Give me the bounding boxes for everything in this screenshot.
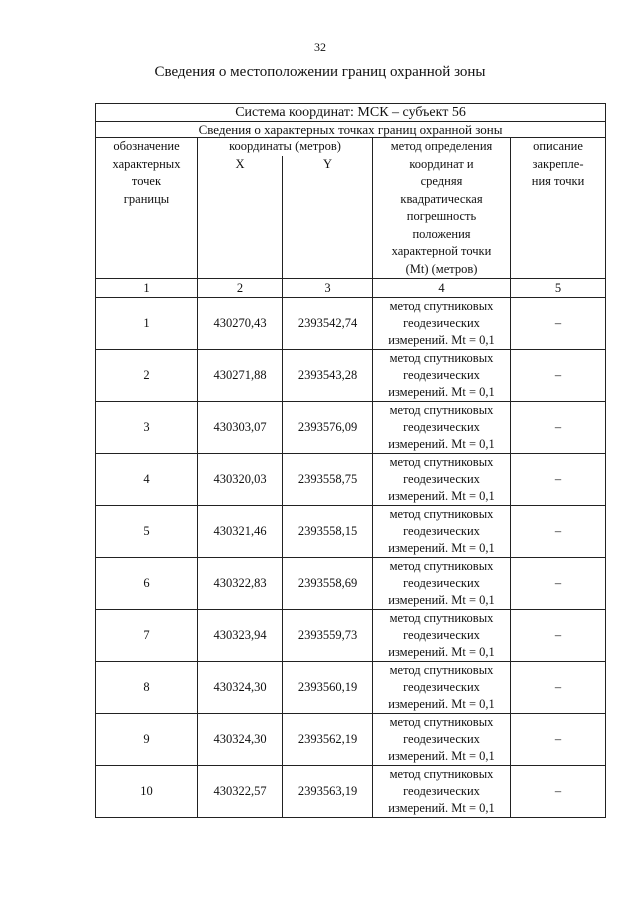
point-number-cell: 10: [96, 766, 198, 818]
coordinate-system-row: [96, 104, 606, 122]
method-line: метод спутниковых: [389, 403, 494, 417]
method-line: геодезических: [403, 576, 480, 590]
header-point-designation: [96, 138, 198, 279]
description-cell: –: [511, 610, 606, 662]
method-line: геодезических: [403, 680, 480, 694]
method-line: измерений. Mt = 0,1: [388, 801, 495, 815]
method-line: измерений. Mt = 0,1: [388, 385, 495, 399]
y-coordinate-cell: 2393559,73: [283, 610, 373, 662]
header-method: [373, 138, 511, 279]
description-cell: –: [511, 506, 606, 558]
method-cell: [373, 350, 511, 402]
method-cell: [373, 402, 511, 454]
table-row: [96, 610, 606, 662]
method-cell: [373, 558, 511, 610]
method-line: метод спутниковых: [389, 507, 494, 521]
header-description: [511, 138, 606, 279]
header-line: обозначение: [113, 139, 180, 153]
point-number-cell: 2: [96, 350, 198, 402]
coordinate-system-cell: Система координат: МСК – субъект 56: [96, 104, 606, 122]
method-line: метод спутниковых: [389, 767, 494, 781]
method-line: метод спутниковых: [389, 663, 494, 677]
description-cell: –: [511, 298, 606, 350]
point-number-cell: 7: [96, 610, 198, 662]
table-row: [96, 454, 606, 506]
y-coordinate-cell: 2393560,19: [283, 662, 373, 714]
header-line: точек: [131, 174, 162, 188]
column-number: 2: [198, 279, 283, 298]
header-line: закрепле-: [532, 156, 584, 171]
header-line: характерной точки: [391, 244, 492, 258]
method-cell: [373, 714, 511, 766]
column-numbers-row: [96, 279, 606, 298]
x-coordinate-cell: 430320,03: [198, 454, 283, 506]
method-line: метод спутниковых: [389, 455, 494, 469]
document-title: Сведения о местоположении границ охранной зоны: [154, 64, 486, 80]
section-title-cell: Сведения о характерных точках границ охранной зоны: [96, 122, 606, 138]
method-line: геодезических: [403, 420, 480, 434]
x-coordinate-cell: 430322,83: [198, 558, 283, 610]
method-cell: [373, 610, 511, 662]
y-coordinate-cell: 2393558,69: [283, 558, 373, 610]
x-coordinate-cell: 430270,43: [198, 298, 283, 350]
point-number-cell: 1: [96, 298, 198, 350]
method-line: измерений. Mt = 0,1: [388, 697, 495, 711]
method-cell: [373, 662, 511, 714]
column-number: 1: [96, 279, 198, 298]
method-line: измерений. Mt = 0,1: [388, 333, 495, 347]
point-number-cell: 8: [96, 662, 198, 714]
method-line: геодезических: [403, 472, 480, 486]
column-number: 4: [373, 279, 511, 298]
description-cell: –: [511, 454, 606, 506]
section-title-row: [96, 122, 606, 138]
page-number: 32: [314, 40, 326, 54]
method-line: метод спутниковых: [389, 611, 494, 625]
method-line: геодезических: [403, 628, 480, 642]
header-coordinates: координаты (метров): [198, 138, 373, 157]
x-coordinate-cell: 430323,94: [198, 610, 283, 662]
table-row: [96, 298, 606, 350]
x-coordinate-cell: 430324,30: [198, 714, 283, 766]
description-cell: –: [511, 766, 606, 818]
header-line: квадратическая: [400, 191, 483, 206]
method-line: измерений. Mt = 0,1: [388, 437, 495, 451]
y-coordinate-cell: 2393576,09: [283, 402, 373, 454]
method-line: измерений. Mt = 0,1: [388, 489, 495, 503]
description-cell: –: [511, 662, 606, 714]
header-line: ния точки: [531, 174, 585, 188]
header-line: метод определения: [390, 139, 493, 153]
header-line: описание: [533, 139, 583, 153]
point-number-cell: 4: [96, 454, 198, 506]
description-cell: –: [511, 402, 606, 454]
column-number: 3: [283, 279, 373, 298]
method-line: метод спутниковых: [389, 299, 494, 313]
method-line: метод спутниковых: [389, 715, 494, 729]
method-line: метод спутниковых: [389, 559, 494, 573]
y-coordinate-cell: 2393558,75: [283, 454, 373, 506]
method-line: геодезических: [403, 368, 480, 382]
method-line: измерений. Mt = 0,1: [388, 541, 495, 555]
x-coordinate-cell: 430321,46: [198, 506, 283, 558]
table-row: [96, 506, 606, 558]
table-row: [96, 662, 606, 714]
description-cell: –: [511, 558, 606, 610]
table-row: [96, 350, 606, 402]
x-coordinate-cell: 430324,30: [198, 662, 283, 714]
column-number: 5: [511, 279, 606, 298]
method-line: геодезических: [403, 732, 480, 746]
method-line: измерений. Mt = 0,1: [388, 645, 495, 659]
header-line: (Mt) (метров): [405, 261, 478, 276]
method-cell: [373, 454, 511, 506]
method-cell: [373, 506, 511, 558]
table-row: [96, 558, 606, 610]
description-cell: –: [511, 714, 606, 766]
header-y: Y: [283, 156, 373, 279]
y-coordinate-cell: 2393543,28: [283, 350, 373, 402]
table-row: [96, 766, 606, 818]
point-number-cell: 6: [96, 558, 198, 610]
method-line: измерений. Mt = 0,1: [388, 593, 495, 607]
y-coordinate-cell: 2393563,19: [283, 766, 373, 818]
method-cell: [373, 298, 511, 350]
method-line: геодезических: [403, 524, 480, 538]
point-number-cell: 9: [96, 714, 198, 766]
x-coordinate-cell: 430271,88: [198, 350, 283, 402]
y-coordinate-cell: 2393542,74: [283, 298, 373, 350]
y-coordinate-cell: 2393562,19: [283, 714, 373, 766]
method-line: геодезических: [403, 784, 480, 798]
method-line: геодезических: [403, 316, 480, 330]
y-coordinate-cell: 2393558,15: [283, 506, 373, 558]
point-number-cell: 3: [96, 402, 198, 454]
table-row: [96, 714, 606, 766]
header-line: координат и: [409, 156, 474, 171]
header-line: положения: [412, 226, 471, 241]
method-cell: [373, 766, 511, 818]
header-x: X: [198, 156, 283, 279]
description-cell: –: [511, 350, 606, 402]
x-coordinate-cell: 430322,57: [198, 766, 283, 818]
table-row: [96, 402, 606, 454]
header-line: характерных: [112, 156, 181, 171]
method-line: измерений. Mt = 0,1: [388, 749, 495, 763]
point-number-cell: 5: [96, 506, 198, 558]
header-line: границы: [123, 191, 170, 206]
x-coordinate-cell: 430303,07: [198, 402, 283, 454]
header-row: [96, 138, 606, 157]
method-line: метод спутниковых: [389, 351, 494, 365]
header-line: погрешность: [406, 209, 477, 223]
boundary-points-table: [95, 103, 606, 818]
header-line: средняя: [420, 174, 463, 188]
